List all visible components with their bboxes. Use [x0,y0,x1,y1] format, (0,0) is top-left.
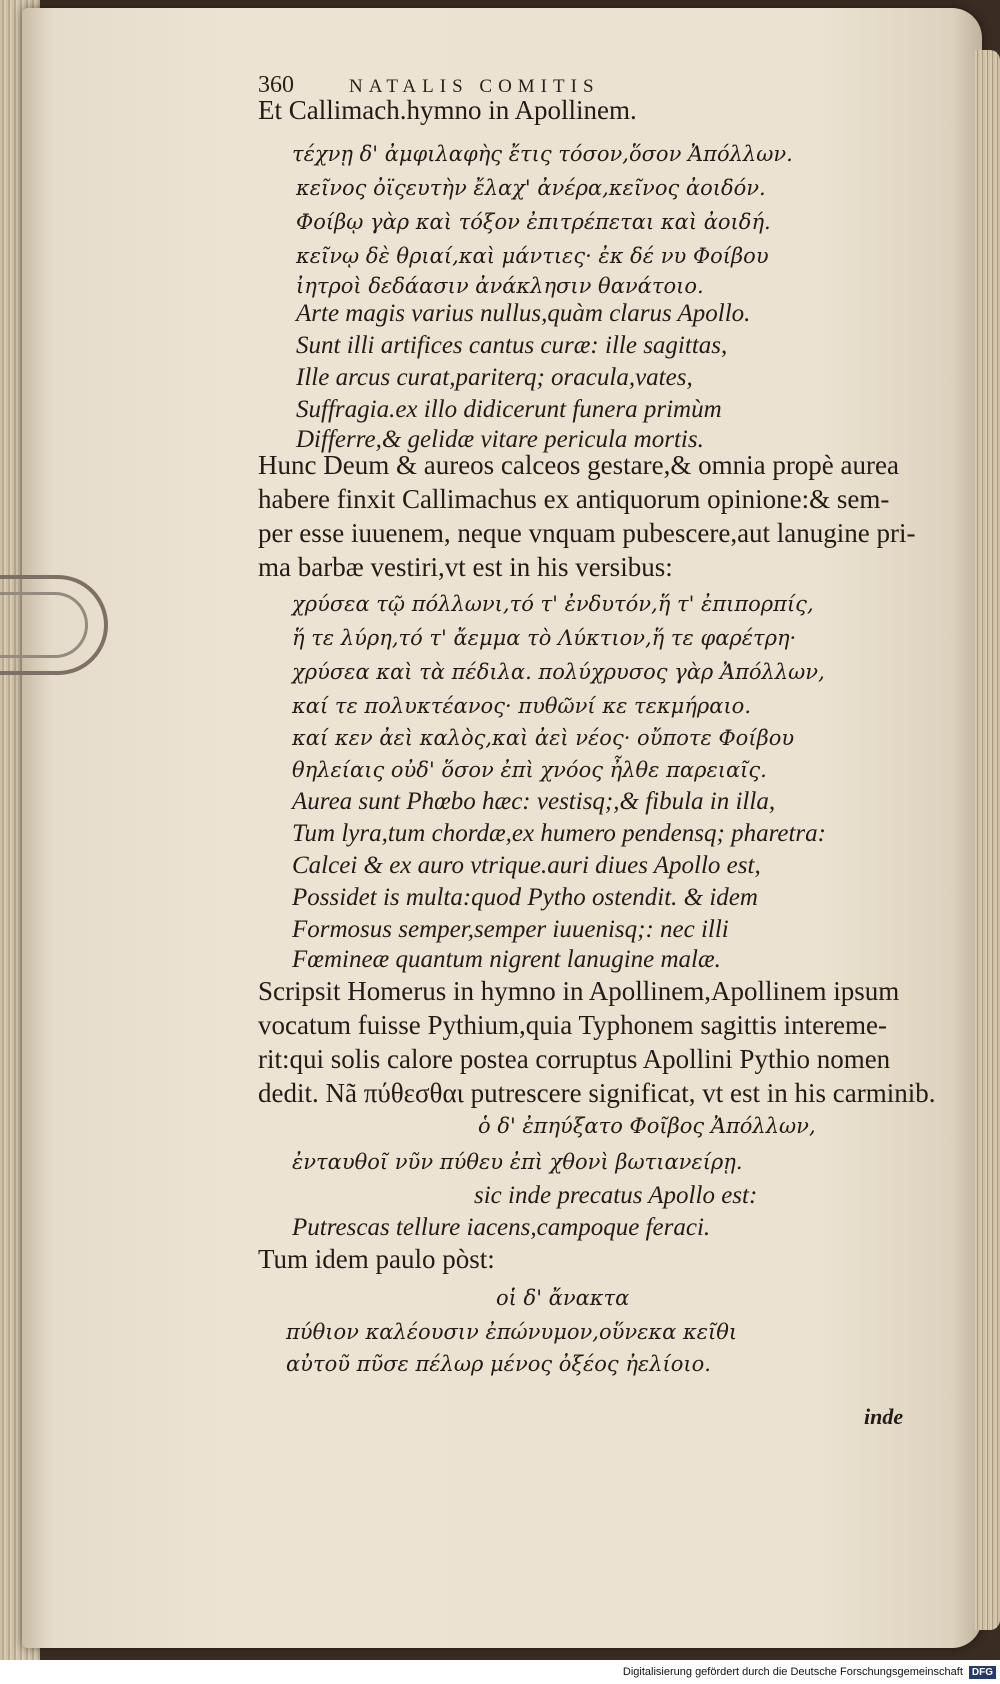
text-line: Fœmineæ quantum nigrent lanugine malæ. [292,946,721,973]
text-line: habere finxit Callimachus ex antiquorum opinione:& sem- [258,484,890,514]
text-line: Scripsit Homerus in hymno in Apollinem,Apollinem ipsum [258,976,900,1006]
text-line: χρύσεα τῷ πόλλωνι,τό τ' ἐνδυτόν,ἥ τ' ἐπιπορπίς, [292,592,814,616]
dfg-logo[interactable]: DFG [969,1666,996,1679]
page-clip-inner [0,592,88,658]
text-line: χρύσεα καὶ τὰ πέδιλα. πολύχρυσος γὰρ Ἀπόλλων, [292,660,825,684]
book-right-leaves [975,50,1000,1630]
text-line: ma barbæ vestiri,vt est in his versibus: [258,552,673,582]
text-line: Formosus semper,semper iuuenisq;: nec illi [292,916,729,943]
text-line: ἥ τε λύρη,τό τ' ἄεμμα τὸ Λύκτιον,ἥ τε φαρέτρη· [292,626,797,650]
text-line: sic inde precatus Apollo est: [474,1182,758,1209]
text-line: πύθιον καλέουσιν ἐπώνυμον,οὕνεκα κεῖθι [286,1320,738,1344]
text-line: rit:qui solis calore postea corruptus Apollini Pythio nomen [258,1044,891,1074]
text-line: οἱ δ' ἄνακτα [496,1286,630,1310]
page-number: 360 [258,72,294,98]
text-line: vocatum fuisse Pythium,quia Typhonem sagittis intereme- [258,1010,888,1040]
text-line: ἰητροὶ δεδάασιν ἀνάκλησιν θανάτοιο. [296,274,704,298]
text-line: κεῖνῳ δὲ θριαί,καὶ μάντιες· ἐκ δέ νυ Φοίβου [296,244,769,268]
text-line: Tum lyra,tum chordæ,ex humero pendensq; pharetra: [292,820,826,847]
text-line: per esse iuuenem, neque vnquam pubescere,aut lanugine pri- [258,518,916,548]
text-line: Hunc Deum & aureos calceos gestare,& omnia propè aurea [258,450,899,480]
catchword: inde [864,1404,904,1429]
text-line: Et Callimach.hymno in Apollinem. [258,95,637,125]
text-line: Φοίβῳ γὰρ καὶ τόξον ἐπιτρέπεται καὶ ἀοιδή. [296,210,771,234]
text-line: καί τε πολυκτέανος· πυθῶνί κε τεκμήραιο. [292,694,751,718]
text-line: Possidet is multa:quod Pytho ostendit. & idem [292,884,758,911]
text-line: Differre,& gelidæ vitare pericula mortis. [296,426,704,453]
text-line: κεῖνος ὀϊςευτὴν ἔλαχ' ἀνέρα,κεῖνος ἀοιδόν. [296,176,766,200]
text-line: Tum idem paulo pòst: [258,1244,495,1274]
text-line: Sunt illi artifices cantus curæ: ille sagittas, [296,332,728,359]
text-line: ἐνταυθοῖ νῦν πύθευ ἐπὶ χθονὶ βωτιανείρῃ. [292,1150,743,1174]
text-line: αὐτοῦ πῦσε πέλωρ μένος ὀξέος ἠελίοιο. [286,1352,711,1376]
text-line: Arte magis varius nullus,quàm clarus Apollo. [296,300,751,327]
text-line: Suffragia.ex illo didicerunt funera primùm [296,396,722,423]
text-line: Ille arcus curat,pariterq; oracula,vates, [296,364,693,391]
text-line: θηλείαις οὐδ' ὅσον ἐπὶ χνόος ἦλθε παρειαῖς. [292,758,767,782]
text-line: ὁ δ' ἐπηύξατο Φοῖβος Ἀπόλλων, [478,1114,816,1138]
text-line: Calcei & ex auro vtrique.auri diues Apollo est, [292,852,761,879]
running-head-title: NATALIS COMITIS [349,76,600,97]
text-line: Putrescas tellure iacens,campoque feraci. [292,1214,711,1241]
text-line: καί κεν ἀεὶ καλὸς,καὶ ἀεὶ νέος· οὔποτε Φοίβου [292,726,795,750]
text-line: Aurea sunt Phœbo hæc: vestisq;,& fibula in illa, [292,788,776,815]
digitization-footer [0,1660,1000,1684]
text-line: dedit. Nã πύθεσθαι putrescere significat, vt est in his carminib. [258,1078,936,1108]
funding-credit: Digitalisierung gefördert durch die Deutsche Forschungsgemeinschaft [622,1666,963,1678]
text-line: τέχνῃ δ' ἀμφιλαφὴς ἔτις τόσον,ὅσον Ἀπόλλων. [292,142,793,166]
